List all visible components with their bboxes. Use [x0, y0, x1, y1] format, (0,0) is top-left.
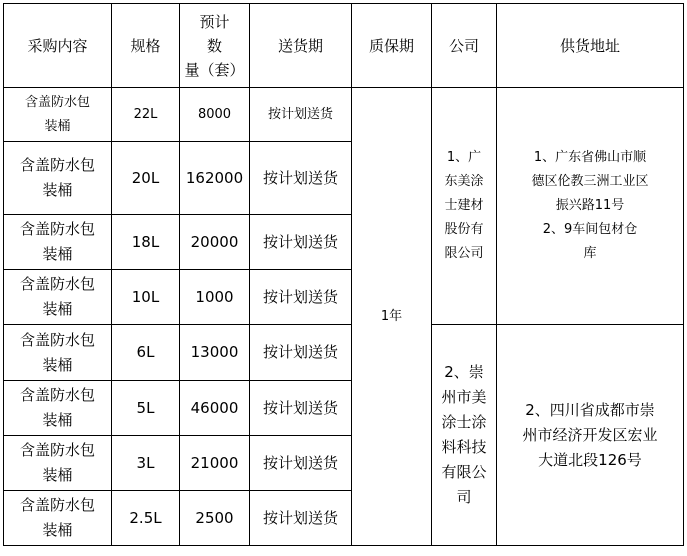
- qty-cell: 162000: [180, 142, 250, 215]
- company-2-line: 2、崇: [444, 363, 484, 381]
- delivery-cell: 按计划送货: [250, 88, 352, 142]
- content-line2: 装桶: [42, 181, 73, 199]
- spec-cell: 3L: [112, 436, 180, 491]
- header-qty: [180, 4, 250, 88]
- company-1-line: 东美涂: [444, 174, 484, 189]
- content-cell: [4, 88, 112, 142]
- content-line1: 含盖防水包: [19, 156, 95, 174]
- company-1-line: 士建材: [444, 198, 484, 213]
- content-line1: 含盖防水包: [19, 496, 95, 514]
- content-line2: 装桶: [44, 118, 71, 134]
- address-1-line: 库: [583, 246, 597, 261]
- content-cell: [4, 491, 112, 546]
- warranty-cell: 1年: [352, 88, 432, 546]
- company-1-line: 股份有: [444, 222, 484, 237]
- company-2-line: 涂士涂: [441, 413, 487, 431]
- content-line1: 含盖防水包: [19, 275, 95, 293]
- delivery-cell: 按计划送货: [250, 215, 352, 270]
- address-1-line: 振兴路11号: [555, 198, 625, 213]
- content-line2: 装桶: [42, 411, 73, 429]
- header-warranty: 质保期: [352, 4, 432, 88]
- address-1-line: 2、9车间包材仓: [542, 222, 638, 237]
- company-1-line: 1、广: [446, 150, 482, 165]
- company-2-line: 州市美: [441, 388, 487, 406]
- company-cell-1: [432, 88, 497, 325]
- qty-cell: 1000: [180, 270, 250, 325]
- address-2-line: 大道北段126号: [538, 450, 642, 469]
- content-line2: 装桶: [42, 355, 73, 374]
- content-line2: 装桶: [42, 300, 73, 318]
- header-address: 供货地址: [497, 4, 684, 88]
- delivery-cell: 按计划送货: [250, 436, 352, 491]
- header-qty-line2: 数: [206, 36, 222, 55]
- content-line1: 含盖防水包: [19, 220, 95, 238]
- content-line1: 含盖防水包: [24, 94, 90, 110]
- company-2-line: 有限公: [441, 463, 487, 481]
- delivery-cell: 按计划送货: [250, 325, 352, 381]
- procurement-table: [3, 3, 684, 546]
- content-cell: [4, 270, 112, 325]
- spec-cell: 2.5L: [112, 491, 180, 546]
- header-delivery: 送货期: [250, 4, 352, 88]
- address-2-line: 州市经济开发区宏业: [522, 425, 658, 444]
- content-cell: [4, 381, 112, 436]
- table-row: [4, 88, 684, 142]
- delivery-cell: 按计划送货: [250, 381, 352, 436]
- table-row: [4, 325, 684, 381]
- content-line1: 含盖防水包: [19, 441, 95, 459]
- header-content: 采购内容: [4, 4, 112, 88]
- header-qty-line1: 预计: [199, 12, 230, 31]
- content-line1: 含盖防水包: [19, 386, 95, 404]
- address-cell-1: [497, 88, 684, 325]
- header-row: [4, 4, 684, 88]
- qty-cell: 20000: [180, 215, 250, 270]
- qty-cell: 13000: [180, 325, 250, 381]
- qty-cell: 2500: [180, 491, 250, 546]
- qty-cell: 8000: [180, 88, 250, 142]
- content-cell: [4, 215, 112, 270]
- company-2-line: 料科技: [441, 438, 487, 456]
- spec-cell: 18L: [112, 215, 180, 270]
- spec-cell: 20L: [112, 142, 180, 215]
- content-line2: 装桶: [42, 245, 73, 263]
- company-1-line: 限公司: [444, 246, 484, 261]
- content-line2: 装桶: [42, 466, 73, 484]
- spec-cell: 6L: [112, 325, 180, 381]
- delivery-cell: 按计划送货: [250, 270, 352, 325]
- address-1-line: 1、广东省佛山市顺: [533, 150, 647, 165]
- spec-cell: 10L: [112, 270, 180, 325]
- header-qty-line3: 量（套）: [184, 60, 245, 79]
- spec-cell: 5L: [112, 381, 180, 436]
- spec-cell: 22L: [112, 88, 180, 142]
- company-cell-2: [432, 325, 497, 546]
- content-line2: 装桶: [42, 521, 73, 539]
- header-company: 公司: [432, 4, 497, 88]
- header-spec: 规格: [112, 4, 180, 88]
- content-cell: [4, 436, 112, 491]
- address-2-line: 2、四川省成都市崇: [525, 400, 655, 419]
- address-cell-2: [497, 325, 684, 546]
- qty-cell: 46000: [180, 381, 250, 436]
- delivery-cell: 按计划送货: [250, 491, 352, 546]
- delivery-cell: 按计划送货: [250, 142, 352, 215]
- content-cell: [4, 325, 112, 381]
- content-line1: 含盖防水包: [19, 330, 95, 349]
- address-1-line: 德区伦教三洲工业区: [531, 174, 649, 189]
- company-2-line: 司: [456, 488, 472, 506]
- content-cell: [4, 142, 112, 215]
- qty-cell: 21000: [180, 436, 250, 491]
